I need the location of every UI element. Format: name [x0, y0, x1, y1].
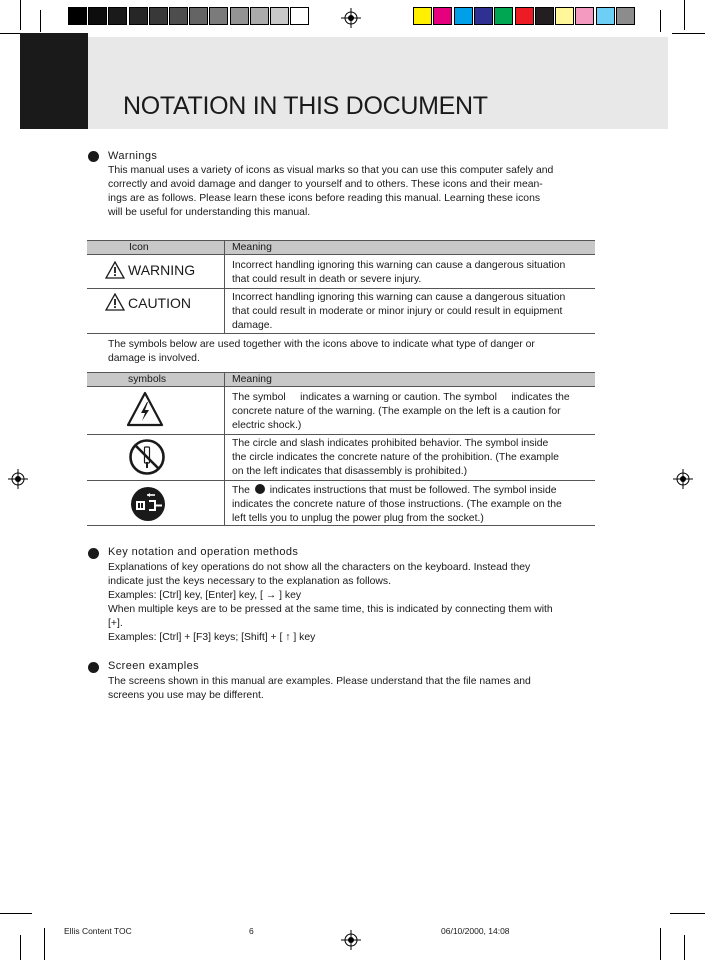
symbols-intro: The symbols below are used together with the icons above to indicate what type of danger or damage is involved. [108, 339, 535, 364]
registration-mark-icon [8, 469, 28, 489]
screens-heading: Screen examples [108, 660, 199, 672]
gray-swatch [68, 7, 87, 25]
warning-label: WARNING [128, 262, 196, 278]
footer-doc-name: Ellis Content TOC [64, 926, 132, 936]
unplug-meaning: The indicates instructions that must be followed. The symbol inside indicates the concrete nature of those instructions. (The example on the left tells you to unplug the power plug from the socket.) [232, 485, 562, 524]
warnings-heading: Warnings [108, 150, 158, 162]
page-title: NOTATION IN THIS DOCUMENT [123, 92, 488, 120]
registration-mark-icon [341, 930, 361, 950]
registration-mark-icon [341, 8, 361, 28]
gray-swatch [129, 7, 148, 25]
gray-swatch [88, 7, 107, 25]
bullet-icon [88, 662, 99, 673]
color-swatch [535, 7, 554, 25]
bullet-icon [88, 151, 99, 162]
gray-swatch [149, 7, 168, 25]
gray-swatch [189, 7, 208, 25]
color-swatch [616, 7, 635, 25]
symbol-table-header [87, 372, 595, 387]
electric-shock-meaning: The symbol indicates a warning or caution. The symbol indicates the concrete nature of the warning. (The example on the left is a caution for electric shock.) [232, 392, 570, 431]
bullet-icon [88, 548, 99, 559]
unplug-power-icon [130, 486, 166, 522]
warning-meaning: Incorrect handling ignoring this warning can cause a dangerous situation that could result in death or severe injury. [232, 260, 566, 285]
footer-page-number: 6 [249, 926, 254, 936]
registration-mark-icon [673, 469, 693, 489]
no-disassembly-icon [128, 438, 166, 476]
electric-shock-triangle-icon [126, 391, 164, 427]
no-disassembly-meaning: The circle and slash indicates prohibited behavior. The symbol inside the circle indicates the concrete nature of the prohibition. (The example on the left indicates that disassembly is prohibited.) [232, 438, 559, 477]
color-swatch [555, 7, 574, 25]
warning-triangle-icon [105, 293, 125, 311]
gray-swatch [209, 7, 228, 25]
gray-swatch [108, 7, 127, 25]
color-swatch [494, 7, 513, 25]
col-icon-header: Icon [129, 242, 149, 253]
caution-label: CAUTION [128, 295, 191, 311]
screens-body: The screens shown in this manual are examples. Please understand that the file names and screens you use may be different. [108, 676, 531, 701]
color-swatch [596, 7, 615, 25]
caution-meaning: Incorrect handling ignoring this warning can cause a dangerous situation that could result in moderate or minor injury or could result in equipment damage. [232, 292, 566, 331]
col-meaning-header: Meaning [232, 242, 272, 253]
warning-triangle-icon [105, 261, 125, 279]
keys-heading: Key notation and operation methods [108, 546, 299, 558]
icon-table-header [87, 240, 595, 255]
color-swatch [454, 7, 473, 25]
color-swatch [433, 7, 452, 25]
header-tab-block [20, 33, 88, 129]
gray-swatch [250, 7, 269, 25]
gray-swatch [270, 7, 289, 25]
col-meaning-header: Meaning [232, 374, 272, 385]
gray-swatch [230, 7, 249, 25]
color-swatch [575, 7, 594, 25]
color-swatch [474, 7, 493, 25]
color-swatch [413, 7, 432, 25]
bullet-icon [255, 484, 265, 494]
keys-body: Explanations of key operations do not show all the characters on the keyboard. Instead they indicate just the keys necessary to the explanation as follows. Examples: [Ctrl] key, [Enter] key, [ → ] key When multiple keys are to be pressed at the same time, this is indicated by connecting them with [+]. Examples: [Ctrl] + [F3] keys; [Shift] + [ ↑ ] key [108, 562, 553, 643]
gray-swatch [290, 7, 309, 25]
warnings-intro: This manual uses a variety of icons as visual marks so that you can use this computer safely and correctly and avoid damage and danger to yourself and to others. These icons and their mean- ings are as follows. Please learn these icons before reading this manual. Learning these icons will be useful for understanding this manual. [108, 165, 554, 218]
col-symbols-header: symbols [128, 374, 167, 385]
color-swatch [515, 7, 534, 25]
footer-timestamp: 06/10/2000, 14:08 [441, 926, 510, 936]
gray-swatch [169, 7, 188, 25]
